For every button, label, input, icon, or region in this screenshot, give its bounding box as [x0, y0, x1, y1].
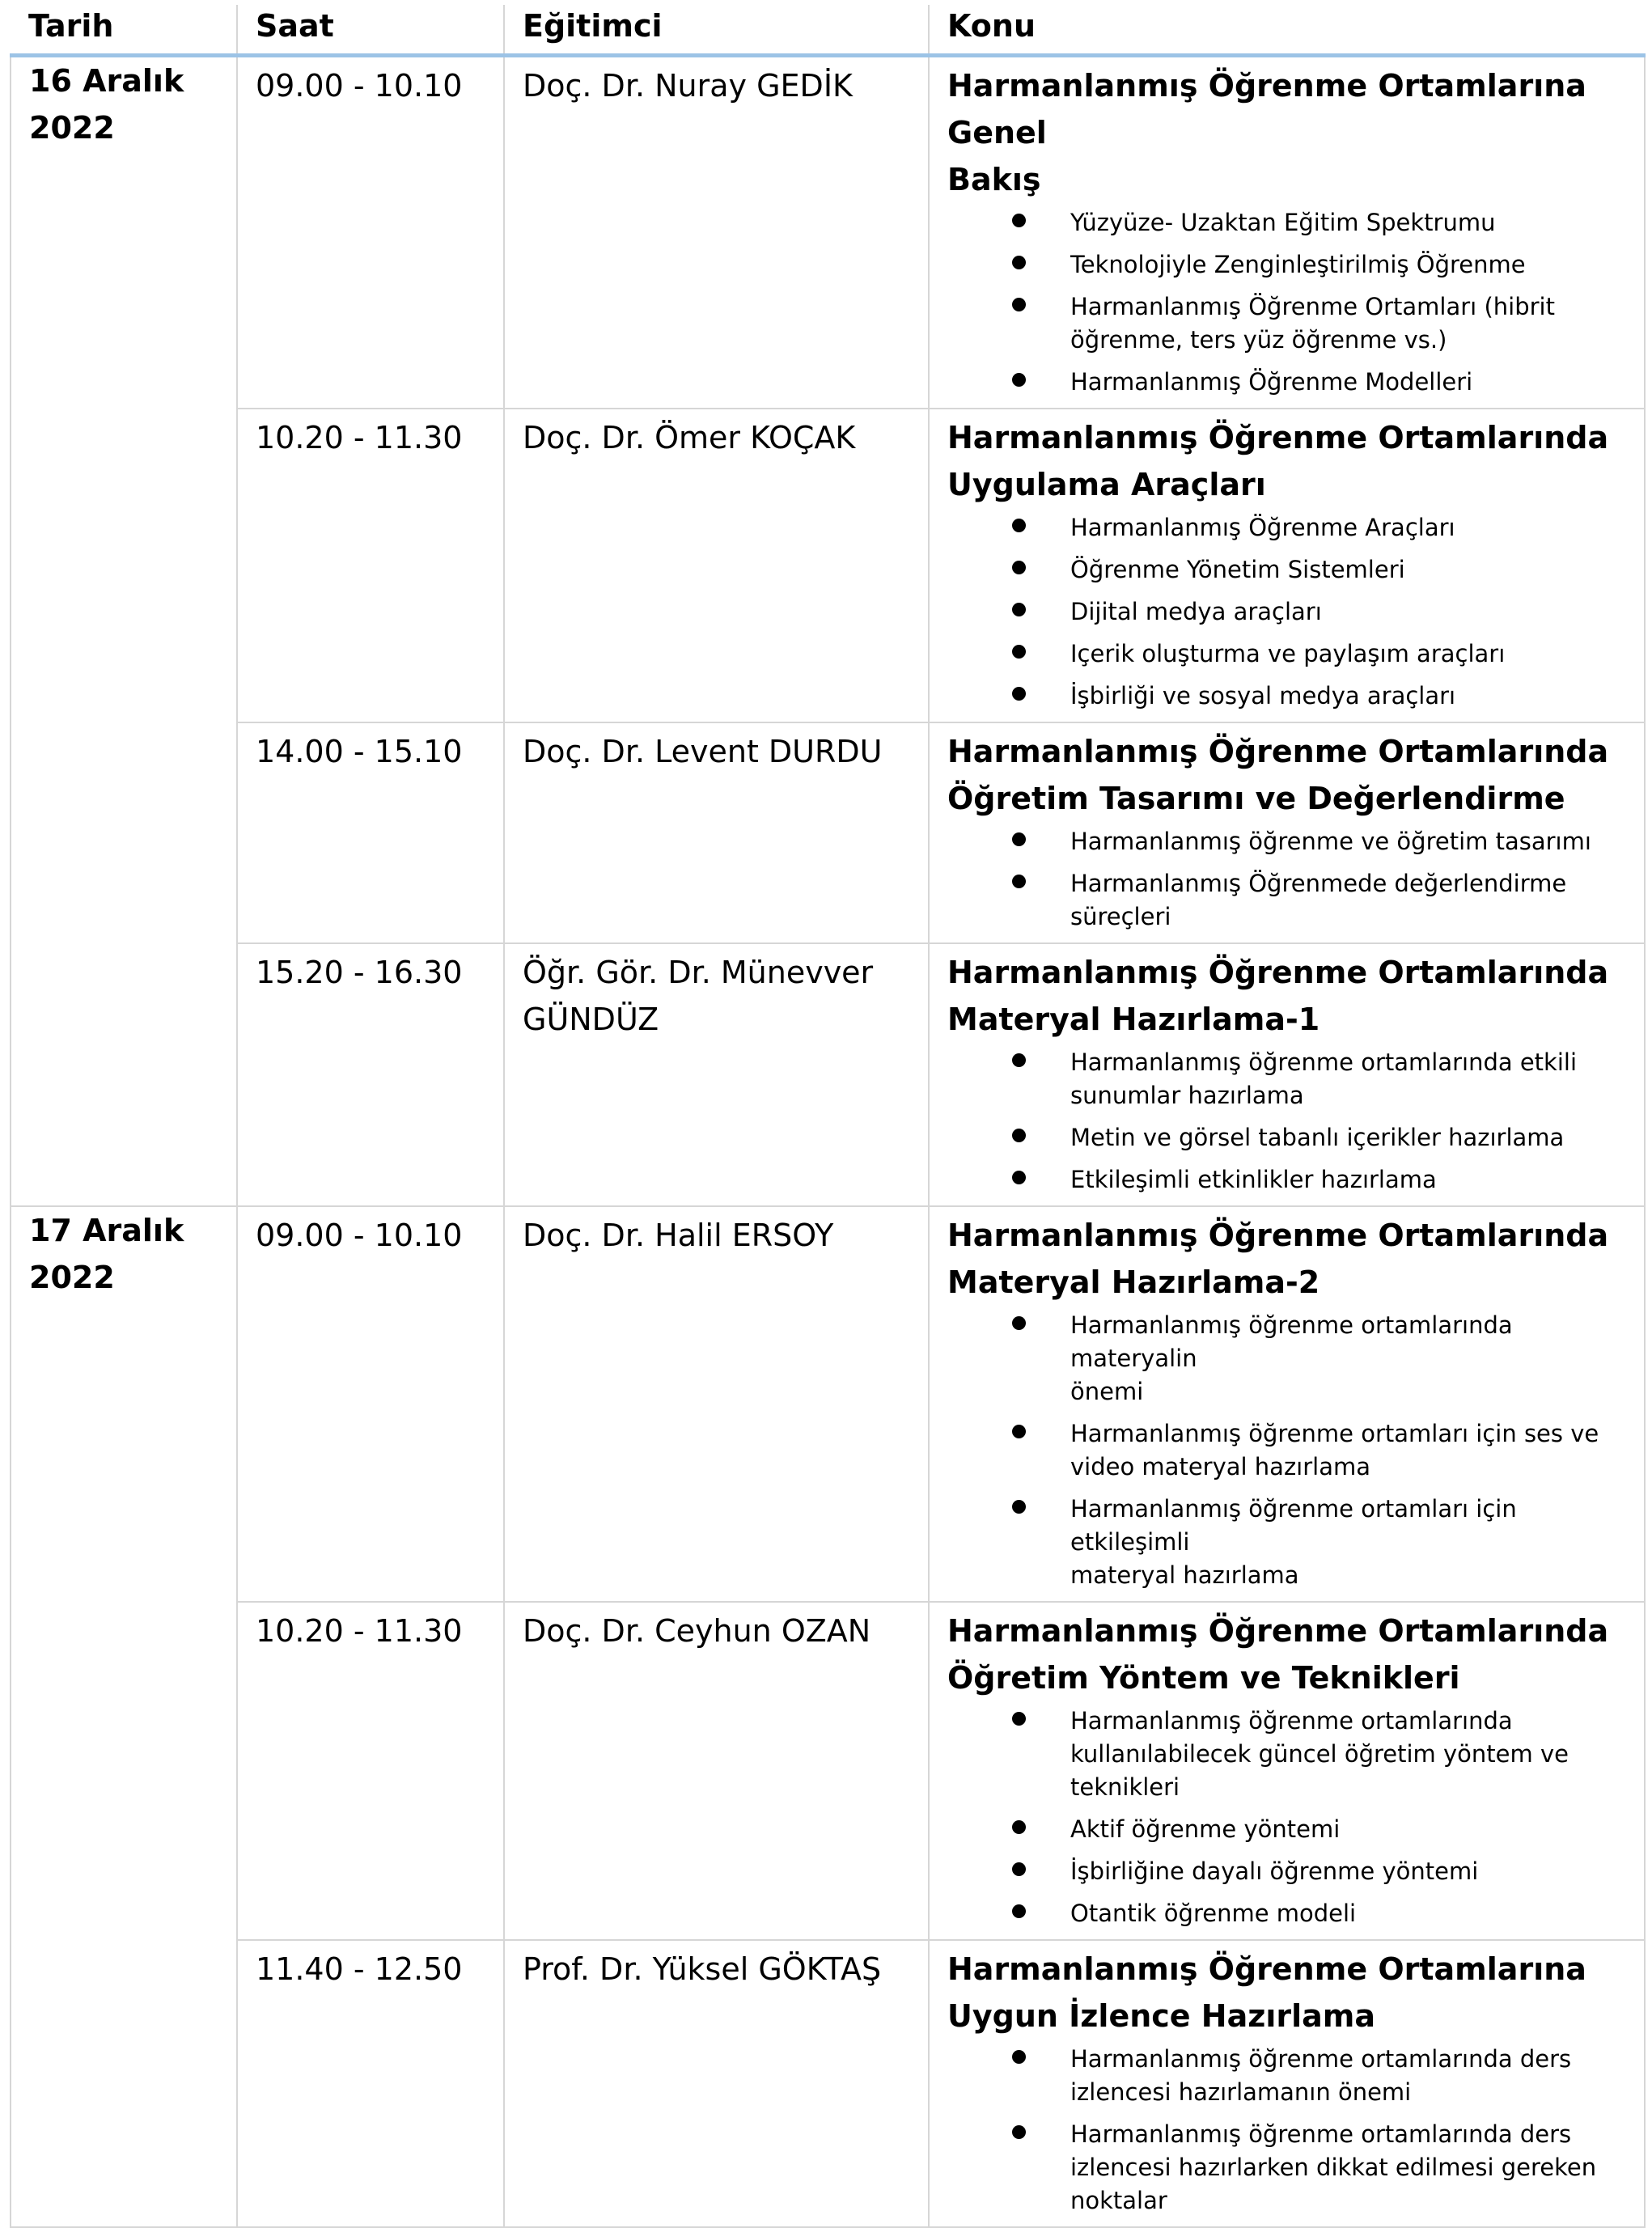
bullet-icon	[1012, 1053, 1026, 1067]
topic-item	[947, 595, 1628, 629]
topic-item-line: Yüzyüze- Uzaktan Eğitim Spektrumu	[1070, 208, 1496, 236]
topic-item-line: sunumlar hazırlama	[1070, 1081, 1304, 1109]
time-cell: 15.20 - 16.30	[237, 943, 504, 1206]
date-line: 16 Aralık	[29, 62, 184, 99]
bullet-icon	[1012, 1820, 1026, 1834]
topic-items	[947, 1309, 1628, 1592]
topic-item	[947, 290, 1628, 357]
topic-title-line: Materyal Hazırlama-1	[947, 1001, 1320, 1037]
topic-item-line: süreçleri	[1070, 902, 1171, 930]
trainer-line: GÜNDÜZ	[523, 1001, 659, 1037]
topic-item	[947, 1309, 1628, 1408]
bullet-icon	[1012, 2125, 1026, 2139]
session-row	[11, 409, 1645, 722]
topic-item	[947, 2118, 1628, 2217]
topic-item-line: Aktif öğrenme yöntemi	[1070, 1815, 1341, 1843]
trainer-line: Öğr. Gör. Dr. Münevver	[523, 954, 874, 990]
topic-title-line: Uygun İzlence Hazırlama	[947, 1997, 1376, 2034]
bullet-icon	[1012, 1129, 1026, 1142]
topic-title-line: Bakış	[947, 161, 1041, 197]
trainer-line: Doç. Dr. Levent DURDU	[523, 733, 883, 769]
topic-title-line: Öğretim Tasarımı ve Değerlendirme	[947, 780, 1565, 816]
topic-item	[947, 248, 1628, 282]
session-row	[11, 1940, 1645, 2227]
trainer-line: Doç. Dr. Nuray GEDİK	[523, 67, 853, 104]
bullet-icon	[1012, 298, 1026, 311]
bullet-icon	[1012, 1316, 1026, 1330]
topic-cell	[929, 409, 1645, 722]
topic-item-line: Etkileşimli etkinlikler hazırlama	[1070, 1165, 1437, 1193]
topic-item-line: kullanılabilecek güncel öğretim yöntem ve	[1070, 1739, 1569, 1768]
bullet-icon	[1012, 373, 1026, 387]
topic-title	[947, 949, 1628, 1043]
topic-item-line: Öğrenme Yönetim Sistemleri	[1070, 555, 1405, 583]
topic-item	[947, 1813, 1628, 1846]
bullet-icon	[1012, 1171, 1026, 1184]
topic-items	[947, 825, 1628, 934]
trainer-line: Doç. Dr. Ceyhun OZAN	[523, 1612, 871, 1649]
topic-item-line: video materyal hazırlama	[1070, 1452, 1370, 1480]
topic-cell	[929, 55, 1645, 409]
topic-item	[947, 1897, 1628, 1930]
topic-item-line: Metin ve görsel tabanlı içerikler hazırlama	[1070, 1123, 1565, 1151]
topic-title-line: Harmanlanmış Öğrenme Ortamlarına	[947, 1951, 1586, 1987]
topic-item-line: Harmanlanmış Öğrenme Araçları	[1070, 513, 1455, 541]
bullet-icon	[1012, 1904, 1026, 1918]
topic-item-line: Harmanlanmış Öğrenme Ortamları (hibrit	[1070, 292, 1555, 320]
bullet-icon	[1012, 603, 1026, 616]
trainer-line: Doç. Dr. Halil ERSOY	[523, 1217, 834, 1253]
bullet-icon	[1012, 832, 1026, 846]
topic-title-line: Harmanlanmış Öğrenme Ortamlarında	[947, 954, 1609, 990]
trainer-line: Doç. Dr. Ömer KOÇAK	[523, 419, 856, 455]
topic-title-line: Materyal Hazırlama-2	[947, 1264, 1320, 1300]
date-line: 2022	[29, 1259, 115, 1295]
trainer-cell	[504, 409, 929, 722]
topic-items	[947, 206, 1628, 399]
time-cell: 09.00 - 10.10	[237, 1206, 504, 1602]
topic-title	[947, 62, 1628, 203]
topic-item	[947, 1855, 1628, 1888]
topic-item-line: Içerik oluşturma ve paylaşım araçları	[1070, 639, 1506, 667]
topic-item	[947, 1417, 1628, 1484]
trainer-cell	[504, 722, 929, 943]
topic-item-line: Teknolojiyle Zenginleştirilmiş Öğrenme	[1070, 250, 1526, 278]
topic-cell	[929, 1206, 1645, 1602]
trainer-cell	[504, 1206, 929, 1602]
header-trainer: Eğitimci	[504, 5, 929, 55]
session-row	[11, 1206, 1645, 1602]
topic-item	[947, 366, 1628, 399]
topic-title-line: Harmanlanmış Öğrenme Ortamlarında	[947, 1612, 1609, 1649]
trainer-line: Prof. Dr. Yüksel GÖKTAŞ	[523, 1951, 882, 1987]
topic-item-line: Harmanlanmış öğrenme ortamları için etkileşimli	[1070, 1494, 1517, 1556]
bullet-icon	[1012, 875, 1026, 888]
bullet-icon	[1012, 1712, 1026, 1726]
topic-title	[947, 1607, 1628, 1701]
topic-item-line: Harmanlanmış öğrenme ortamları için ses ve	[1070, 1419, 1599, 1447]
bullet-icon	[1012, 645, 1026, 659]
trainer-cell	[504, 1940, 929, 2227]
time-cell: 10.20 - 11.30	[237, 409, 504, 722]
trainer-cell	[504, 1602, 929, 1940]
bullet-icon	[1012, 1425, 1026, 1438]
topic-item	[947, 1163, 1628, 1197]
topic-title-line: Harmanlanmış Öğrenme Ortamlarında	[947, 419, 1609, 455]
time-cell: 14.00 - 15.10	[237, 722, 504, 943]
topic-item	[947, 637, 1628, 671]
topic-item	[947, 867, 1628, 934]
header-topic: Konu	[929, 5, 1645, 55]
topic-item	[947, 511, 1628, 544]
topic-title	[947, 1946, 1628, 2040]
date-line: 17 Aralık	[29, 1212, 184, 1248]
topic-item-line: Otantik öğrenme modeli	[1070, 1899, 1357, 1927]
topic-items	[947, 2043, 1628, 2217]
bullet-icon	[1012, 1862, 1026, 1876]
header-time: Saat	[237, 5, 504, 55]
bullet-icon	[1012, 2050, 1026, 2064]
topic-item-line: izlencesi hazırlamanın önemi	[1070, 2078, 1412, 2106]
topic-item	[947, 1493, 1628, 1592]
topic-item	[947, 680, 1628, 713]
topic-title-line: Öğretim Yöntem ve Teknikleri	[947, 1659, 1460, 1696]
header-row	[11, 5, 1645, 55]
topic-title-line: Uygulama Araçları	[947, 466, 1266, 502]
topic-cell	[929, 943, 1645, 1206]
topic-cell	[929, 722, 1645, 943]
time-cell: 09.00 - 10.10	[237, 55, 504, 409]
topic-items	[947, 1705, 1628, 1930]
topic-title	[947, 414, 1628, 508]
topic-title	[947, 1212, 1628, 1306]
bullet-icon	[1012, 1500, 1026, 1514]
topic-item-line: Harmanlanmış öğrenme ortamlarında materyalin	[1070, 1311, 1513, 1372]
topic-cell	[929, 1602, 1645, 1940]
bullet-icon	[1012, 561, 1026, 574]
topic-item-line: Harmanlanmış öğrenme ortamlarında ders	[1070, 2120, 1572, 2148]
bullet-icon	[1012, 519, 1026, 532]
topic-item-line: Harmanlanmış öğrenme ortamlarında ders	[1070, 2044, 1572, 2073]
topic-items	[947, 511, 1628, 713]
bullet-icon	[1012, 687, 1026, 701]
topic-cell	[929, 1940, 1645, 2227]
topic-item-line: Dijital medya araçları	[1070, 597, 1322, 625]
topic-title	[947, 728, 1628, 822]
topic-title-line: Harmanlanmış Öğrenme Ortamlarında	[947, 1217, 1609, 1253]
topic-item-line: teknikleri	[1070, 1773, 1180, 1801]
topic-title-line: Harmanlanmış Öğrenme Ortamlarında	[947, 733, 1609, 769]
topic-item	[947, 1705, 1628, 1804]
topic-item-line: İşbirliğine dayalı öğrenme yöntemi	[1070, 1857, 1479, 1885]
trainer-cell	[504, 943, 929, 1206]
schedule-table	[10, 5, 1646, 2228]
session-row	[11, 722, 1645, 943]
trainer-cell	[504, 55, 929, 409]
time-cell: 11.40 - 12.50	[237, 1940, 504, 2227]
date-line: 2022	[29, 109, 115, 146]
topic-item-line: Harmanlanmış öğrenme ortamlarında	[1070, 1706, 1513, 1735]
session-row	[11, 55, 1645, 409]
bullet-icon	[1012, 214, 1026, 227]
topic-item-line: İşbirliği ve sosyal medya araçları	[1070, 681, 1456, 709]
topic-item	[947, 825, 1628, 858]
header-date: Tarih	[11, 5, 237, 55]
topic-item-line: Harmanlanmış öğrenme ve öğretim tasarımı	[1070, 827, 1591, 855]
topic-item-line: öğrenme, ters yüz öğrenme vs.)	[1070, 325, 1447, 354]
topic-item-line: önemi	[1070, 1377, 1144, 1405]
bullet-icon	[1012, 256, 1026, 269]
topic-title-line: Harmanlanmış Öğrenme Ortamlarına Genel	[947, 67, 1586, 150]
topic-items	[947, 1046, 1628, 1197]
topic-item	[947, 2043, 1628, 2109]
topic-item	[947, 1121, 1628, 1154]
date-cell	[11, 1206, 237, 2227]
topic-item-line: noktalar	[1070, 2186, 1167, 2214]
topic-item	[947, 206, 1628, 239]
session-row	[11, 1602, 1645, 1940]
date-cell	[11, 55, 237, 1206]
topic-item	[947, 553, 1628, 587]
topic-item-line: materyal hazırlama	[1070, 1561, 1299, 1589]
session-row	[11, 943, 1645, 1206]
topic-item-line: Harmanlanmış Öğrenme Modelleri	[1070, 367, 1473, 396]
topic-item-line: Harmanlanmış öğrenme ortamlarında etkili	[1070, 1048, 1578, 1076]
topic-item	[947, 1046, 1628, 1112]
time-cell: 10.20 - 11.30	[237, 1602, 504, 1940]
topic-item-line: izlencesi hazırlarken dikkat edilmesi gereken	[1070, 2153, 1597, 2181]
topic-item-line: Harmanlanmış Öğrenmede değerlendirme	[1070, 869, 1567, 897]
